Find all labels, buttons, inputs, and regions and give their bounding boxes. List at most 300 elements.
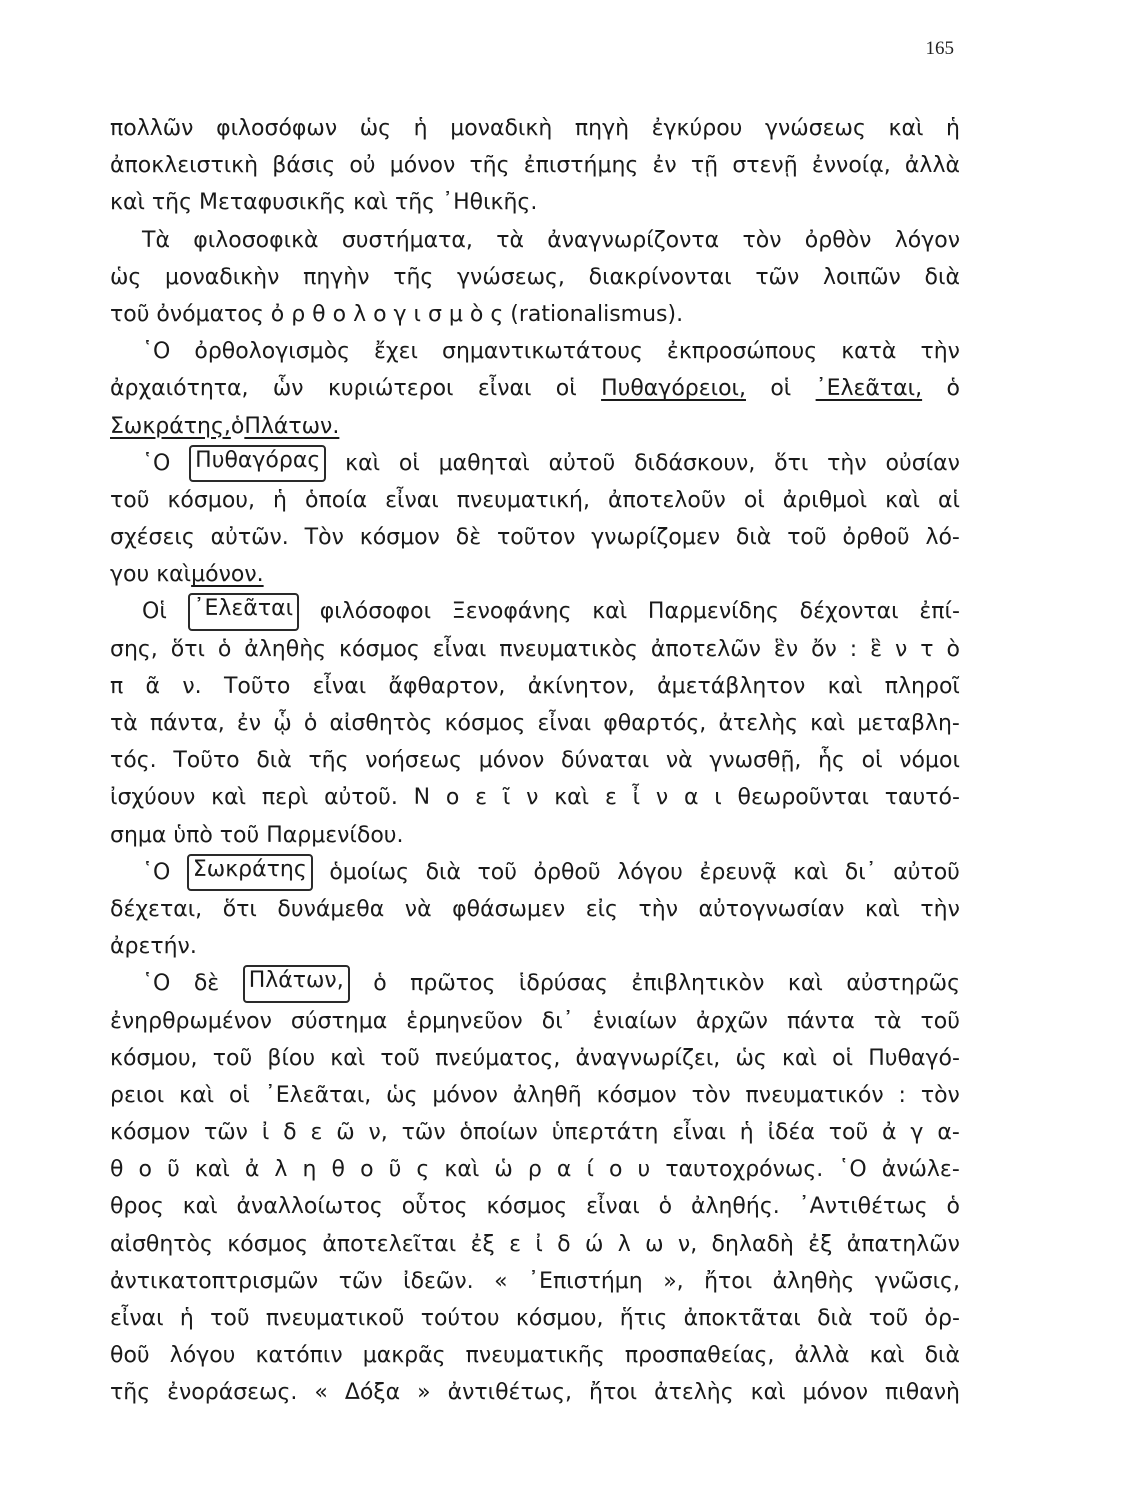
text-line [110,1151,960,1188]
word: τὸν [691,1082,731,1108]
word: Ν [413,785,431,811]
word: τός. [110,748,157,774]
word: οἱ [228,1082,250,1108]
word: σης, [110,636,158,662]
text-line [110,482,960,519]
text-line [110,519,960,556]
word: τοῦ [212,1045,253,1071]
word: τῶν [401,1120,446,1146]
word: ταυτό- [884,785,960,811]
word: καὶ [888,116,924,141]
word: πολλῶν [110,116,194,141]
word: κόσμον [359,525,440,551]
word: οὐ [349,153,376,179]
word: δι᾿ [541,1008,574,1034]
word: προσπαθείας, [624,1343,775,1369]
word: ὡς [735,1045,767,1071]
word: ἱδρύσας [518,971,608,997]
word: πληροῖ [884,673,960,699]
word: ῾Ο [142,450,171,476]
word: ᾿Ελεᾶται, [264,1082,372,1108]
word: διακρίνονται [588,264,732,290]
word: τὸν [742,227,782,253]
word: μόνον [389,153,456,179]
word: ὅτι [222,896,257,922]
word: ὁ [217,636,232,662]
word: γνῶσις, [874,1268,960,1294]
word: μοναδικὴ [450,116,553,141]
text-line [110,854,960,891]
word: γ [910,1120,924,1146]
word: ἐνηρθρωμένον [110,1008,272,1034]
word: λ [617,1231,631,1257]
word: ῾Ο [838,1157,867,1183]
word: κόσμον [596,1082,677,1108]
word: μόνον [432,1082,498,1108]
word: ἡ [946,116,960,141]
word: ἡ [413,116,428,141]
word: ἀπατηλῶν [846,1231,960,1257]
word: γνωσθῇ, [709,748,802,774]
word: αὐστηρῶς [846,971,960,997]
word: ὁποία [305,487,368,513]
text-line [110,147,960,184]
word: Τοῦτο [173,748,240,774]
text-line [110,965,960,1002]
word: Τὸν [304,525,344,551]
word: τῆς [469,153,510,179]
word: ῦ [388,1157,402,1183]
word: ἀρχαιότητα, [110,376,249,402]
word: α [556,1157,572,1183]
word: κόσμον [110,1120,191,1146]
word: ἧς [818,748,845,774]
word: οἱ [555,376,577,402]
word: : [898,1082,906,1108]
word: δ [283,1120,297,1146]
word: ἀντικατοπτρισμῶν [110,1268,319,1294]
word: μακρᾶς [362,1343,446,1369]
word: τοῦ [110,487,150,513]
word: αἱ [938,487,960,513]
word: ἰ [261,1120,270,1146]
word: δὲ [193,971,220,997]
word: δι᾿ [844,859,877,885]
word: ὁ [946,1194,960,1220]
word: ἀληθής. [690,1194,780,1220]
page-number: 165 [925,38,954,59]
word: γνώσεως [764,116,866,141]
word: ἑρμηνεῦον [406,1008,523,1034]
word: πνευματική, [456,487,590,513]
word: τὰ [110,711,138,736]
text-line [110,556,960,593]
word: ἀντιθέτως, [447,1380,573,1406]
word: ἀμετάβλητον [657,673,806,699]
word: ε [310,1120,323,1146]
word: τῆς [110,1380,151,1406]
word: καὶ [787,971,823,997]
word: », [663,1268,684,1294]
text-run: καὶ τῆς Μεταφυσικῆς καὶ τῆς ᾿Ηθικῆς. [110,190,538,216]
word: ἀποτελοῦν [608,487,726,513]
word: ἶ [632,785,641,811]
boxed-name: ᾿Ελεᾶται [188,593,300,630]
word: οἱ [398,450,420,476]
word: πηγὴ [574,116,630,141]
text-line [110,1040,960,1077]
text-line [110,1374,960,1411]
word: ὀρθὸν [804,227,872,253]
word: κόσμος [444,711,526,736]
word: εἶναι [110,1306,164,1331]
underlined-name: Σωκράτης, [110,413,231,439]
word: ε [475,785,488,811]
word: ν, [368,1120,388,1146]
word: ἰσχύουν [110,785,196,811]
word: πηγὴν [303,264,370,290]
word: πνευματικῆς [465,1343,605,1369]
word: τὰ [496,227,524,253]
word: καὶ [554,785,590,811]
word: ὀρ- [924,1306,960,1331]
word: ὁ [946,376,960,402]
word: α [683,785,699,811]
word: ὡ [494,1157,513,1183]
word: τοῦ [380,1045,420,1071]
word: τῆς [393,264,434,290]
underlined-name: ᾿Ελεᾶται, [815,376,923,402]
word: ἤτοι [589,1380,638,1406]
text-line [110,110,960,147]
word: ὡς [386,1082,418,1108]
word: ι [714,785,722,811]
word: σχέσεις [110,525,195,551]
text-line [110,1003,960,1040]
word: νὰ [665,748,693,774]
boxed-name: Σωκράτης [187,854,313,891]
word: ἥτις [619,1306,668,1331]
text-line [110,742,960,779]
word: τοῦτον [496,525,576,551]
word: ε [509,1231,522,1257]
word: λόγου [617,859,683,885]
word: αὐτογνωσίαν [698,896,845,922]
word: θρος [110,1194,164,1220]
word: ὡς [359,116,392,141]
word: τὴν [920,339,960,365]
text-line [110,1263,960,1300]
word: βάσις [272,153,336,179]
word: διὰ [817,1306,853,1331]
word: καὶ [810,711,846,736]
word: εἶναι [477,376,532,402]
word: ἀληθὴς [244,636,327,662]
word: ο [445,785,460,811]
word: ἄφθαρτον, [388,673,506,699]
word: καὶ [782,1045,817,1071]
word: ὅτι [774,450,809,476]
word: « [314,1380,328,1406]
word: ἐξ [808,1231,833,1257]
word: ἀποτελεῖται [322,1231,457,1257]
word: καὶ [869,1343,905,1369]
word: ἓν [773,636,799,662]
word: ἀτελὴς [718,711,798,736]
word: ρ [527,1157,542,1183]
text-line [110,1300,960,1337]
word: ᾶ [145,673,161,699]
word: μεταβλη- [857,711,960,736]
word: θοῦ [110,1343,150,1369]
text-line [110,184,960,221]
word: ῾Ο [142,859,171,885]
word: Ξενοφάνης [451,599,572,625]
word: καὶ [750,1380,786,1406]
text-line [110,445,960,482]
word: ἀριθμοὶ [782,487,868,513]
word: κατόπιν [255,1343,343,1369]
word: οἱ [770,376,792,402]
word: πάντα [786,1008,855,1034]
word: ᾧ [273,711,292,736]
text-line [110,705,960,742]
word: αὐτοῦ [893,859,960,885]
word: κόσμου, [515,1306,604,1331]
word: ὁ [658,1194,673,1220]
text-line [110,222,960,259]
word: εἶναι [537,711,592,736]
word: δ [557,1231,571,1257]
word: ν. [182,673,202,699]
word: διὰ [256,748,292,774]
text-line [110,408,960,445]
word: αὐτοῦ. [324,785,398,811]
word: περὶ [261,785,309,811]
word: εἶναι [385,487,439,513]
text-line [110,370,960,407]
word: θ [331,1157,345,1183]
word: γνωρίζομεν [591,525,721,551]
word: ἐπί- [919,599,960,625]
word: δηλαδὴ [711,1231,794,1257]
word: τὸν [920,1082,960,1108]
word: υ [637,1157,651,1183]
word: ἀ [882,1120,897,1146]
word: Πυθαγό- [868,1045,960,1071]
word: τὴν [920,896,960,922]
word: νόμοι [899,748,960,774]
word: ὁ [303,711,318,736]
word: καὶ [864,896,900,922]
word: ἤτοι [704,1268,753,1294]
word: Οἱ [142,599,167,625]
text-run: τοῦ ὀνόματος ὀ ρ θ ο λ ο γ ι σ μ ὸ ς (rationalismus). [110,301,684,327]
word: ὀρθοῦ [533,859,601,885]
word: ἐρευνᾷ [699,859,777,885]
word: σύστημα [290,1008,388,1034]
word: τοῦ [210,1306,250,1331]
underlined-name: μόνον. [191,562,264,588]
word: ί [586,1157,594,1183]
word: ἡ [739,1120,754,1146]
word: καὶ [793,859,829,885]
word: μοναδικὴν [165,264,280,290]
word: διδάσκουν, [634,450,756,476]
word: αἰσθητὸς [329,711,433,736]
word: ρειοι [110,1082,165,1108]
word: ἰδέα [767,1120,815,1146]
text-line [110,1226,960,1263]
text-line [110,631,960,668]
word: ς [416,1157,430,1183]
text-line [110,779,960,816]
word: πνευματικὸς [499,636,638,662]
word: ἰ [535,1231,543,1257]
text-line [110,1337,960,1374]
text-run: ὁ [230,413,245,439]
word: φθαρτός, [603,711,707,736]
word: μόνον [478,748,545,774]
boxed-name: Πυθαγόρας [189,445,326,482]
word: φιλοσόφων [216,116,338,141]
word: : [849,636,858,662]
word: ἀποτελῶν [650,636,761,662]
word: φθάσωμεν [452,896,566,922]
word: δὲ [455,525,482,551]
word: η [302,1157,317,1183]
word: ἀποκλειστικὴ [110,153,259,179]
word: ὄν [811,636,837,662]
word: τῶν [338,1268,383,1294]
word: κυριώτεροι [327,376,454,402]
word: γνώσεως, [457,264,565,290]
word: τοῦ [828,1120,869,1146]
word: ἐπιστήμης [523,153,639,179]
word: ἰδεῶν. [403,1268,474,1294]
word: ἐννοίᾳ, [811,153,891,179]
word: δέχονται [799,599,899,625]
word: εἶναι [586,1194,640,1220]
text-line [110,668,960,705]
word: συστήματα, [341,227,473,253]
word: ἐγκύρου [651,116,743,141]
word: κατὰ [841,339,897,365]
word: ὅτι [170,636,205,662]
word: κόσμος [486,1194,568,1220]
word: ν [655,785,669,811]
word: οὐσίαν [885,450,960,476]
word: Παρμενίδης [647,599,779,625]
word: τῇ [690,153,719,179]
word: ε [604,785,617,811]
underlined-name: Πυθαγόρειοι, [601,376,746,402]
word: ἀνώλε- [881,1157,960,1183]
word: διὰ [924,1343,960,1369]
word: ὡς [110,264,142,290]
word: τῶν [203,1120,248,1146]
word: ὀρθολογισμὸς [194,339,350,365]
word: τὴν [827,450,867,476]
word: τοῦ [920,1008,960,1034]
word: ἐνοράσεως. [167,1380,298,1406]
word: διὰ [924,264,960,290]
word: ἡ [179,1306,194,1331]
word: ἀκίνητον, [527,673,635,699]
word: ῶ [336,1120,355,1146]
word: λόγου [169,1343,236,1369]
word: αὐτοῦ [548,450,616,476]
word: ὸ [946,636,960,662]
word: στενῇ [732,153,798,179]
word: βίου [267,1045,316,1071]
word: ᾿Επιστήμη [528,1268,643,1294]
word: τὰ [873,1008,902,1034]
word: νοήσεως [365,748,463,774]
word: πνευματικοῦ [265,1306,405,1331]
word: θεωροῦνται [737,785,869,811]
word: Τὰ [142,227,170,253]
word: εἶναι [672,1120,726,1146]
text-line [110,817,960,854]
text-line [110,593,960,630]
word: ἐξ [470,1231,495,1257]
word: καὶ [211,785,247,811]
word: κόσμου, [167,487,256,513]
text-line [110,1077,960,1114]
word: διὰ [425,859,461,885]
word: πάντα, [149,711,225,736]
word: καὶ [330,1045,366,1071]
word: τ [920,636,934,662]
word: ὁποίων [459,1120,538,1146]
word: μόνον [802,1380,869,1406]
word: εἰς [585,896,618,922]
word: ἐκπροσώπους [666,339,818,365]
word: οὗτος [401,1194,468,1220]
word: ἔχει [374,339,418,365]
word: ῦ [167,1157,180,1183]
word: πνεύματος, [435,1045,561,1071]
word: ἀληθῆ [512,1082,582,1108]
word: ᾿Αντιθέτως [798,1194,928,1220]
word: ω [645,1231,664,1257]
word: ἀ [244,1157,260,1183]
text-line [110,1188,960,1225]
word: ἀρχῶν [696,1008,768,1034]
word: διὰ [735,525,772,551]
word: πιθανὴ [885,1380,960,1406]
word: ἀλλὰ [794,1343,850,1369]
word: σημαντικωτάτους [442,339,643,365]
word: τὴν [638,896,678,922]
word: ὁ [373,971,387,997]
word: ἡ [273,487,287,513]
word: καὶ [194,1157,230,1183]
word: ἀναγνωρίζοντα [547,227,720,253]
word: δύναται [560,748,650,774]
word: λό- [925,525,960,551]
word: α- [937,1120,960,1146]
page-text [110,110,960,1412]
text-line [110,1114,960,1151]
word: ῾Ο [142,339,171,365]
text-line [110,259,960,296]
word: καὶ [345,450,381,476]
word: φιλοσοφικὰ [193,227,319,253]
word: δέχεται, [110,896,203,922]
word: τῆς [308,748,349,774]
